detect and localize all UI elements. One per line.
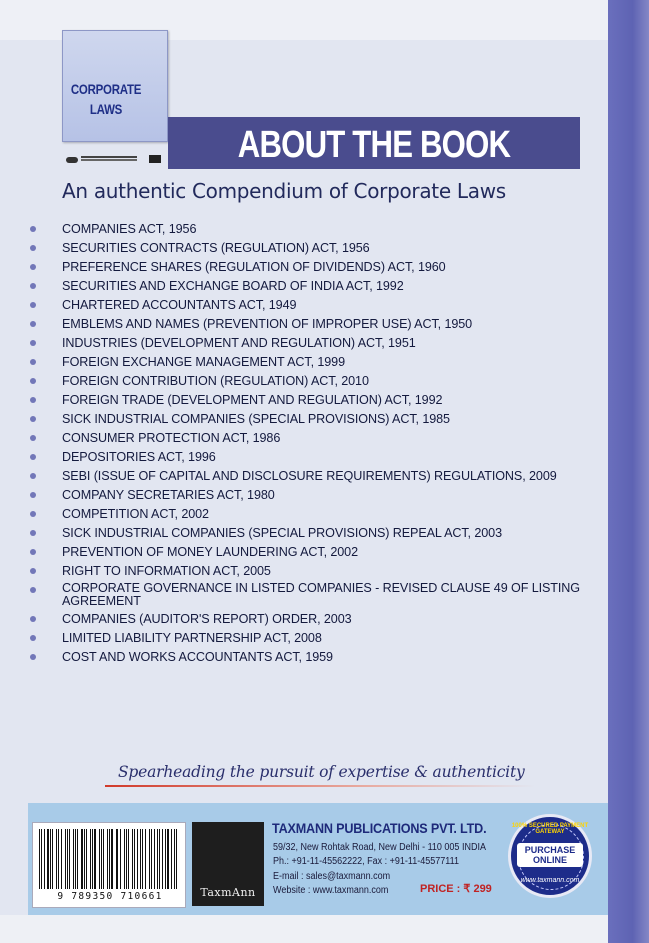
act-label: COMPANIES ACT, 1956 [62,222,197,236]
barcode-bar [174,829,175,889]
barcode-bar [56,829,57,889]
barcode-bar [58,829,59,889]
barcode-bar [120,829,121,889]
act-label: CHARTERED ACCOUNTANTS ACT, 1949 [62,298,297,312]
act-label: SECURITIES AND EXCHANGE BOARD OF INDIA ACT, 1992 [62,279,404,293]
barcode-bar [75,829,76,889]
barcode-bar [132,829,134,889]
barcode-bar [77,829,78,889]
bullet-icon [30,340,36,346]
bullet-icon [30,549,36,555]
bullet-icon [30,226,36,232]
barcode-bar [101,829,102,889]
bullet-icon [30,635,36,641]
act-item [30,484,590,503]
act-item [30,408,590,427]
seal-url-text: www.taxmann.com [520,877,580,884]
barcode-bar [50,829,51,889]
barcode-bar [44,829,45,889]
thumbnail-title-2: LAWS [89,101,123,117]
barcode-bar [39,829,40,889]
bullet-icon [30,283,36,289]
act-item [30,256,590,275]
act-item [30,294,590,313]
barcode-bar [124,829,125,889]
act-label: SECURITIES CONTRACTS (REGULATION) ACT, 1956 [62,241,370,255]
act-item [30,313,590,332]
act-item [30,627,590,646]
barcode-bar [176,829,177,889]
price: PRICE : ₹ 299 [420,883,492,895]
act-label: COMPANIES (AUDITOR'S REPORT) ORDER, 2003 [62,612,352,626]
bullet-icon [30,492,36,498]
bullet-icon [30,245,36,251]
publisher-name: TAXMANN PUBLICATIONS PVT. LTD. [272,820,487,836]
bullet-icon [30,397,36,403]
page-title: ABOUT THE BOOK [237,124,511,166]
bullet-icon [30,530,36,536]
act-item [30,332,590,351]
barcode-bar [67,829,68,889]
act-label: LIMITED LIABILITY PARTNERSHIP ACT, 2008 [62,631,322,645]
act-label: SICK INDUSTRIAL COMPANIES (SPECIAL PROVISIONS) ACT, 1985 [62,412,450,426]
subtitle: An authentic Compendium of Corporate Laws [62,179,506,203]
footer-bottom-strip [0,915,608,943]
publisher-phone: Ph.: +91-11-45562222, Fax : +91-11-45577111 [273,856,459,867]
isbn-number: 9 789350 710661 [57,891,163,902]
barcode-bar [99,829,100,889]
act-item [30,465,590,484]
seal-top-text: 100% SECURED PAYMENT GATEWAY [511,823,589,835]
barcode-bar [86,829,87,889]
bullet-icon [30,416,36,422]
act-label: RIGHT TO INFORMATION ACT, 2005 [62,564,271,578]
act-label: FOREIGN TRADE (DEVELOPMENT AND REGULATION) ACT, 1992 [62,393,443,407]
barcode-bar [81,829,83,889]
barcode-bar [171,829,172,889]
bullet-icon [30,454,36,460]
barcode-bar [145,829,146,889]
act-item [30,351,590,370]
purchase-online-seal [508,814,592,898]
barcode-bar [165,829,166,889]
thumbnail-publisher-mark [149,155,161,163]
act-label: COMPANY SECRETARIES ACT, 1980 [62,488,275,502]
act-label: SICK INDUSTRIAL COMPANIES (SPECIAL PROVISIONS) REPEAL ACT, 2003 [62,526,502,540]
barcode-bar [151,829,152,889]
act-item [30,446,590,465]
barcode-bar [69,829,70,889]
thumbnail-logo-icon [66,157,78,163]
act-item [30,560,590,579]
publisher-email: E-mail : sales@taxmann.com [273,871,391,882]
act-item [30,237,590,256]
bullet-icon [30,321,36,327]
bullet-icon [30,302,36,308]
act-item [30,370,590,389]
publisher-logo [192,822,264,906]
barcode-bar [167,829,169,889]
publisher-address: 59/32, New Rohtak Road, New Delhi - 110 005 INDIA [273,842,486,853]
act-item [30,389,590,408]
barcode-bar [90,829,91,889]
act-label: COMPETITION ACT, 2002 [62,507,209,521]
barcode-bar [47,829,49,889]
barcode-bar [116,829,117,889]
tagline-underline [105,785,535,787]
act-label: FOREIGN EXCHANGE MANAGEMENT ACT, 1999 [62,355,345,369]
barcode-bar [107,829,108,889]
thumbnail-small-print [81,156,137,158]
barcode-bar [73,829,74,889]
act-label: FOREIGN CONTRIBUTION (REGULATION) ACT, 2010 [62,374,369,388]
cover-edge [608,0,649,943]
barcode-bar [157,829,158,889]
bullet-icon [30,359,36,365]
barcode-bar [103,829,104,889]
bullet-icon [30,378,36,384]
book-thumbnail [62,30,168,142]
act-item [30,541,590,560]
barcode-bar [128,829,129,889]
barcode-bar [52,829,53,889]
header-banner [168,117,580,169]
barcode-bar [149,829,151,889]
bullet-icon [30,568,36,574]
publisher-logo-text: TaxmAnn [200,886,256,899]
acts-list [30,218,590,665]
barcode-bar [117,829,118,889]
act-label: PREFERENCE SHARES (REGULATION OF DIVIDENDS) ACT, 1960 [62,260,446,274]
thumbnail-title-1: CORPORATE [70,81,142,97]
barcode-bar [111,829,113,889]
barcode-bar [137,829,138,889]
barcode-bar [154,829,155,889]
barcode [32,822,186,908]
act-label: CONSUMER PROTECTION ACT, 1986 [62,431,281,445]
barcode-bar [140,829,141,889]
bullet-icon [30,654,36,660]
barcode-bar [41,829,42,889]
barcode-bars [39,829,179,889]
bullet-icon [30,616,36,622]
barcode-bar [65,829,66,889]
publisher-website: Website : www.taxmann.com [273,885,389,896]
barcode-bar [162,829,163,889]
act-label: INDUSTRIES (DEVELOPMENT AND REGULATION) ACT, 1951 [62,336,416,350]
act-item [30,218,590,237]
barcode-bar [142,829,143,889]
act-label: COST AND WORKS ACCOUNTANTS ACT, 1959 [62,650,333,664]
act-item [30,608,590,627]
bullet-icon [30,587,36,593]
barcode-bar [94,829,96,889]
bullet-icon [30,264,36,270]
act-item [30,579,590,608]
act-item [30,646,590,665]
barcode-bar [134,829,135,889]
act-label: SEBI (ISSUE OF CAPITAL AND DISCLOSURE REQUIREMENTS) REGULATIONS, 2009 [62,469,557,483]
act-item [30,503,590,522]
barcode-bar [61,829,63,889]
act-item [30,522,590,541]
tagline: Spearheading the pursuit of expertise & authenticity [118,763,525,781]
barcode-bar [126,829,127,889]
seal-main-text: PURCHASE ONLINE [517,843,583,867]
barcode-bar [109,829,110,889]
bullet-icon [30,511,36,517]
act-label: DEPOSITORIES ACT, 1996 [62,450,216,464]
act-label: CORPORATE GOVERNANCE IN LISTED COMPANIES - REVISED CLAUSE 49 OF LISTING AGREEMENT [62,581,580,608]
act-item [30,427,590,446]
barcode-bar [92,829,93,889]
barcode-bar [159,829,160,889]
barcode-bar [84,829,85,889]
bullet-icon [30,435,36,441]
act-item [30,275,590,294]
act-label: EMBLEMS AND NAMES (PREVENTION OF IMPROPER USE) ACT, 1950 [62,317,473,331]
act-label: PREVENTION OF MONEY LAUNDERING ACT, 2002 [62,545,358,559]
bullet-icon [30,473,36,479]
